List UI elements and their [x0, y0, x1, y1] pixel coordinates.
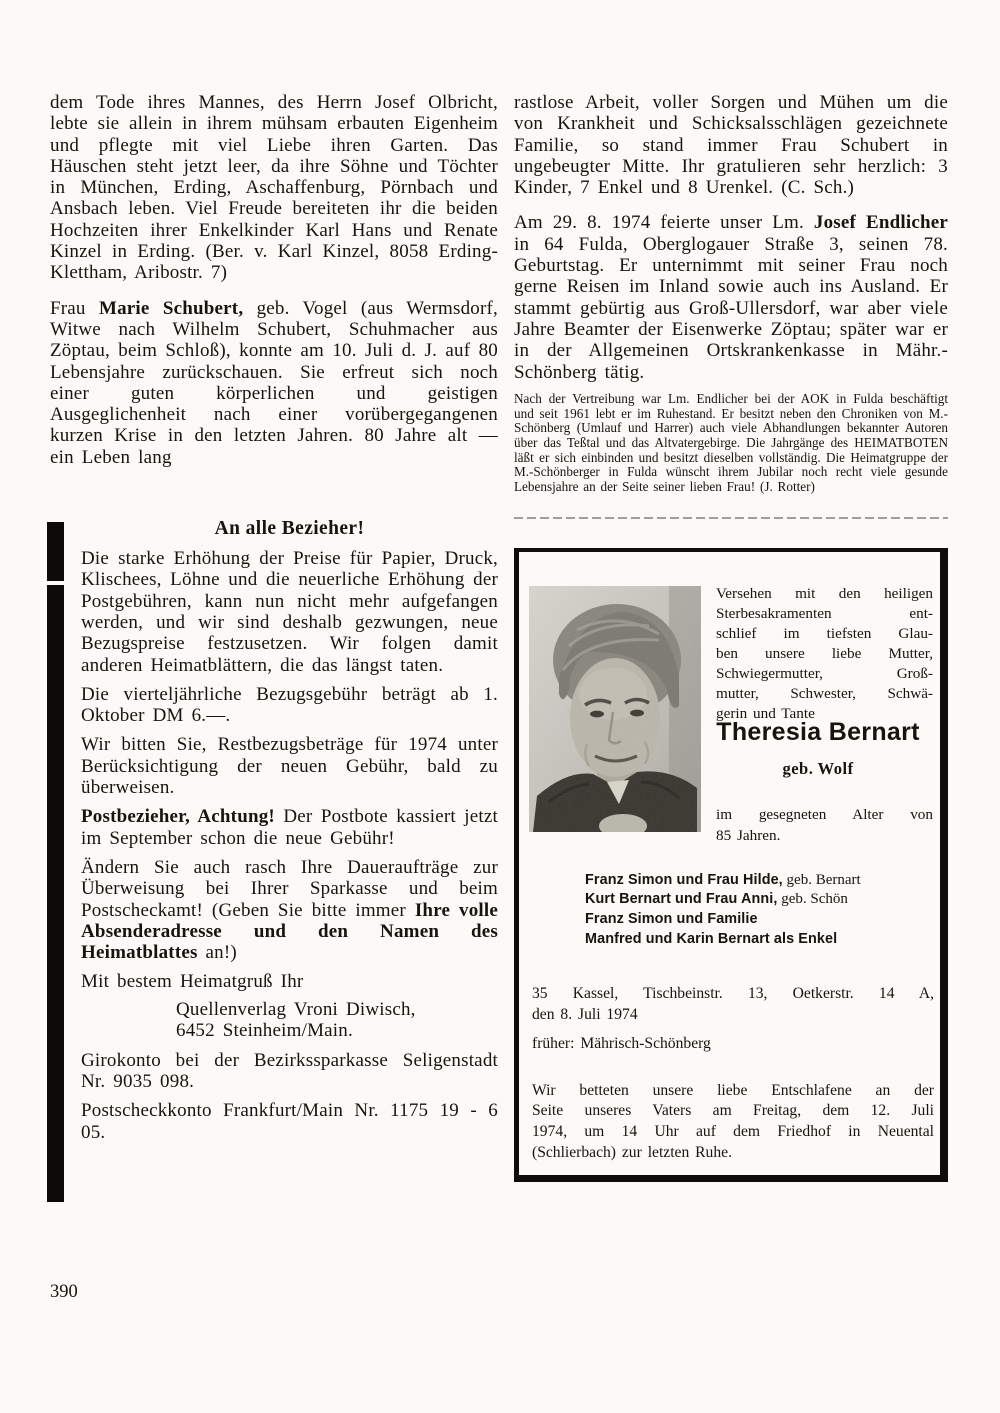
- obituary-former-home: früher: Mährisch-Schönberg: [532, 1034, 711, 1052]
- left-column: [50, 92, 498, 1143]
- publisher-name: Quellenverlag Vroni Diwisch,: [176, 998, 416, 1020]
- notice-paragraph-standing-orders: Ändern Sie auch rasch Ihre Daueraufträge zur Überweisung bei Ihrer Sparkasse und beim Postscheckamt! (Geben Sie bitte immer Ihre volle Absenderadresse und den Namen des Heimatblattes an!): [81, 856, 498, 964]
- subscriber-notice: [50, 518, 498, 1143]
- notice-heading: An alle Bezieher!: [214, 518, 365, 540]
- deceased-age: im gesegneten Alter von 85 Jahren.: [716, 805, 933, 844]
- publisher-block: [81, 999, 498, 1042]
- portrait-photo: [529, 586, 701, 832]
- notice-side-bar-top: [47, 522, 64, 581]
- notice-paragraph-prices: Die starke Erhöhung der Preise für Papier, Druck, Klischees, Löhne und die neuerliche Erhöhung der Postgebühren, kann nun nicht mehr aufgefangen werden, und wir sind deshalb gezwungen, neue Bezugspreise festzusetzen. Wir folgen damit anderen Heimatblättern, die das längst taten.: [81, 548, 498, 676]
- notice-paragraph-postbote: Postbezieher, Achtung! Der Postbote kassiert jetzt im September schon die neue Gebühr!: [81, 806, 498, 849]
- notice-paragraph-fee: Die vierteljährliche Bezugsgebühr beträgt ab 1. Oktober DM 6.—.: [81, 683, 498, 727]
- paragraph-schubert-continued: rastlose Arbeit, voller Sorgen und Mühen um die von Krankheit und Schicksalsschlägen gezeichnete Familie, so stand immer Frau Schubert in ungebeugter Mitte. Ihr gratulieren sehr herzlich: 3 Kinder, 7 Enkel und 8 Urenkel. (C. Sch.): [514, 92, 948, 199]
- section-separator: [514, 517, 948, 519]
- obituary-box: [514, 548, 948, 1182]
- notice-postal-account: Postscheckkonto Frankfurt/Main Nr. 1175 19 - 6 05.: [81, 1100, 498, 1143]
- notice-giro-account: Girokonto bei der Bezirkssparkasse Seligenstadt Nr. 9035 098.: [81, 1049, 498, 1092]
- obituary-address: 35 Kassel, Tischbeinstr. 13, Oetkerstr. 14 A, den 8. Juli 1974: [532, 984, 934, 1023]
- paragraph-olbricht: dem Tode ihres Mannes, des Herrn Josef Olbricht, lebte sie allein in ihrem mühsam erbauten Eigenheim und pflegte mit viel Liebe ihren Garten. Das Häuschen steht jetzt leer, da ihre Söhne und Töchter in München, Erding, Aschaffenburg, Pörnbach und Ansbach leben. Viel Freude bereiteten ihr die beiden Hochzeiten ihrer Enkelkinder Karl Hans und Renate Kinzel in Erding. (Ber. v. Karl Kinzel, 8058 Erding-Klettham, Aribostr. 7): [50, 92, 498, 284]
- paragraph-endlicher-detail: Nach der Vertreibung war Lm. Endlicher bei der AOK in Fulda beschäftigt und seit 1961 lebt er im Ruhestand. Er besitzt neben den Chroniken von M.-Schönberg (Umlauf und Harrer) auch viele Abhandlungen bekannter Autoren über das Teßtal und das Altvatergebirge. Die Jahrgänge des HEIMATBOTEN läßt er sich einbinden und besitzt dieselben vollständig. Die Heimatgruppe der M.-Schönberger in Fulda wünscht ihrem Jubilar noch recht viele gesunde Lebensjahre an der Seite seiner lieben Frau! (J. Rotter): [514, 390, 948, 495]
- mourner-line: Kurt Bernart und Frau Anni, geb. Schön: [585, 891, 848, 908]
- deceased-maiden-name: geb. Wolf: [782, 758, 854, 778]
- paragraph-endlicher: Am 29. 8. 1974 feierte unser Lm. Josef Endlicher in 64 Fulda, Oberglogauer Straße 3, seinen 78. Geburtstag. Er unternimmt mit seiner Frau noch gerne Reisen im Inland sowie auch ins Ausland. Er stammt gebürtig aus Groß-Ullersdorf, war aber viele Jahre Beamter der Eisenwerke Zöptau; später war er in der Allgemeinen Ortskrankenkasse in Mähr.-Schönberg tätig.: [514, 212, 948, 383]
- notice-greeting: Mit bestem Heimatgruß Ihr: [81, 971, 304, 993]
- obituary-funeral-notice: Wir betteten unsere liebe Entschlafene an der Seite unseres Vaters am Freitag, dem 12. Juli 1974, um 14 Uhr auf dem Friedhof in Neuental (Schlierbach) zur letzten Ruhe.: [532, 1081, 934, 1161]
- mourner-line: Franz Simon und Frau Hilde, geb. Bernart: [585, 871, 861, 888]
- obituary-intro: Versehen mit den heiligen Sterbesakramenten ent- schlief im tiefsten Glau- ben unsere liebe Mutter, Schwiegermutter, Groß- mutter, Schwester, Schwä- gerin und Tante: [716, 584, 933, 722]
- right-column: [514, 92, 948, 1182]
- notice-paragraph-rest-payment: Wir bitten Sie, Restbezugsbeträge für 1974 unter Berücksichtigung der neuen Gebühr, bald zu überweisen.: [81, 734, 498, 799]
- publisher-city: 6452 Steinheim/Main.: [176, 1020, 353, 1042]
- mourners-list: [585, 871, 935, 949]
- page-number: 390: [50, 1282, 78, 1302]
- notice-side-bar-bottom: [47, 585, 64, 1202]
- mourner-line: Franz Simon und Familie: [585, 910, 758, 927]
- mourner-line: Manfred und Karin Bernart als Enkel: [585, 930, 838, 947]
- deceased-name: Theresia Bernart: [716, 717, 920, 746]
- paragraph-marie-schubert: Frau Marie Schubert, geb. Vogel (aus Wermsdorf, Witwe nach Wilhelm Schubert, Schuhmacher aus Zöptau, beim Schloß), konnte am 10. Juli d. J. auf 80 Lebensjahre zurückschauen. Sie erfreut sich noch einer guten körperlichen und geistigen Ausgeglichenheit nach einer vorübergegangenen kurzen Krise in den letzten Jahren. 80 Jahre alt — ein Leben lang: [50, 297, 498, 468]
